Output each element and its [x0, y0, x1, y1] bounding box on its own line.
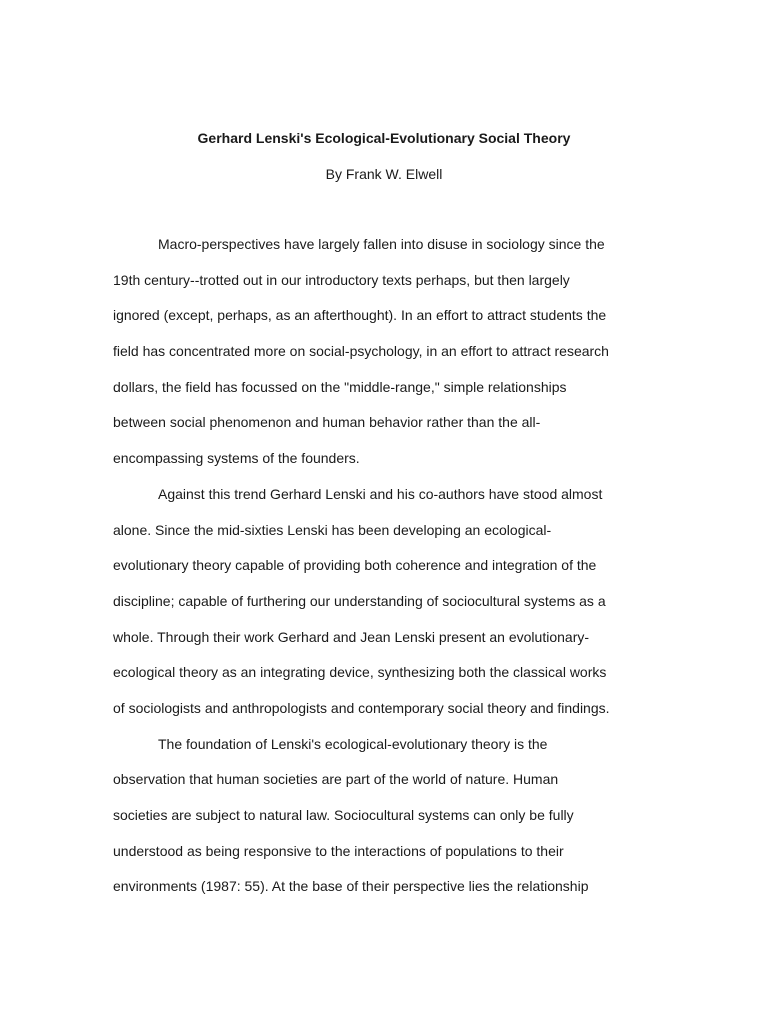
- paragraph-2-line-4: discipline; capable of furthering our understanding of sociocultural systems as a: [113, 592, 606, 609]
- paragraph-3-line-5: environments (1987: 55). At the base of their perspective lies the relationship: [113, 878, 589, 895]
- paragraph-1-line-3: ignored (except, perhaps, as an afterthought). In an effort to attract students the: [113, 307, 607, 324]
- document-byline: By Frank W. Elwell: [325, 166, 443, 182]
- paragraph-3-line-2: observation that human societies are part of the world of nature. Human: [113, 771, 559, 788]
- paragraph-2-line-5: whole. Through their work Gerhard and Jean Lenski present an evolutionary-: [113, 628, 590, 645]
- paragraph-1-line-5: dollars, the field has focussed on the "middle-range," simple relationships: [113, 378, 567, 395]
- paragraph-2-line-2: alone. Since the mid-sixties Lenski has been developing an ecological-: [113, 521, 552, 538]
- paragraph-1-line-4: field has concentrated more on social-psychology, in an effort to attract research: [113, 343, 609, 360]
- paragraph-2-line-7: of sociologists and anthropologists and contemporary social theory and findings.: [113, 699, 610, 716]
- paragraph-3-line-4: understood as being responsive to the interactions of populations to their: [113, 842, 564, 859]
- paragraph-3-line-1: The foundation of Lenski's ecological-evolutionary theory is the: [158, 735, 548, 752]
- document-body: [113, 234, 658, 912]
- paragraph-2-line-1: Against this trend Gerhard Lenski and his co-authors have stood almost: [158, 485, 603, 502]
- paragraph-1-line-7: encompassing systems of the founders.: [113, 450, 360, 467]
- paragraph-3-line-3: societies are subject to natural law. Sociocultural systems can only be fully: [113, 807, 574, 823]
- paragraph-1-line-6: between social phenomenon and human behavior rather than the all-: [113, 414, 541, 431]
- paragraph-1-line-1: Macro-perspectives have largely fallen into disuse in sociology since the: [158, 236, 605, 252]
- paragraph-2-line-3: evolutionary theory capable of providing both coherence and integration of the: [113, 557, 597, 574]
- paragraph-2-line-6: ecological theory as an integrating device, synthesizing both the classical works: [113, 664, 607, 681]
- document-title: Gerhard Lenski's Ecological-Evolutionary Social Theory: [197, 130, 571, 146]
- paragraph-1-line-2: 19th century--trotted out in our introductory texts perhaps, but then largely: [113, 271, 570, 288]
